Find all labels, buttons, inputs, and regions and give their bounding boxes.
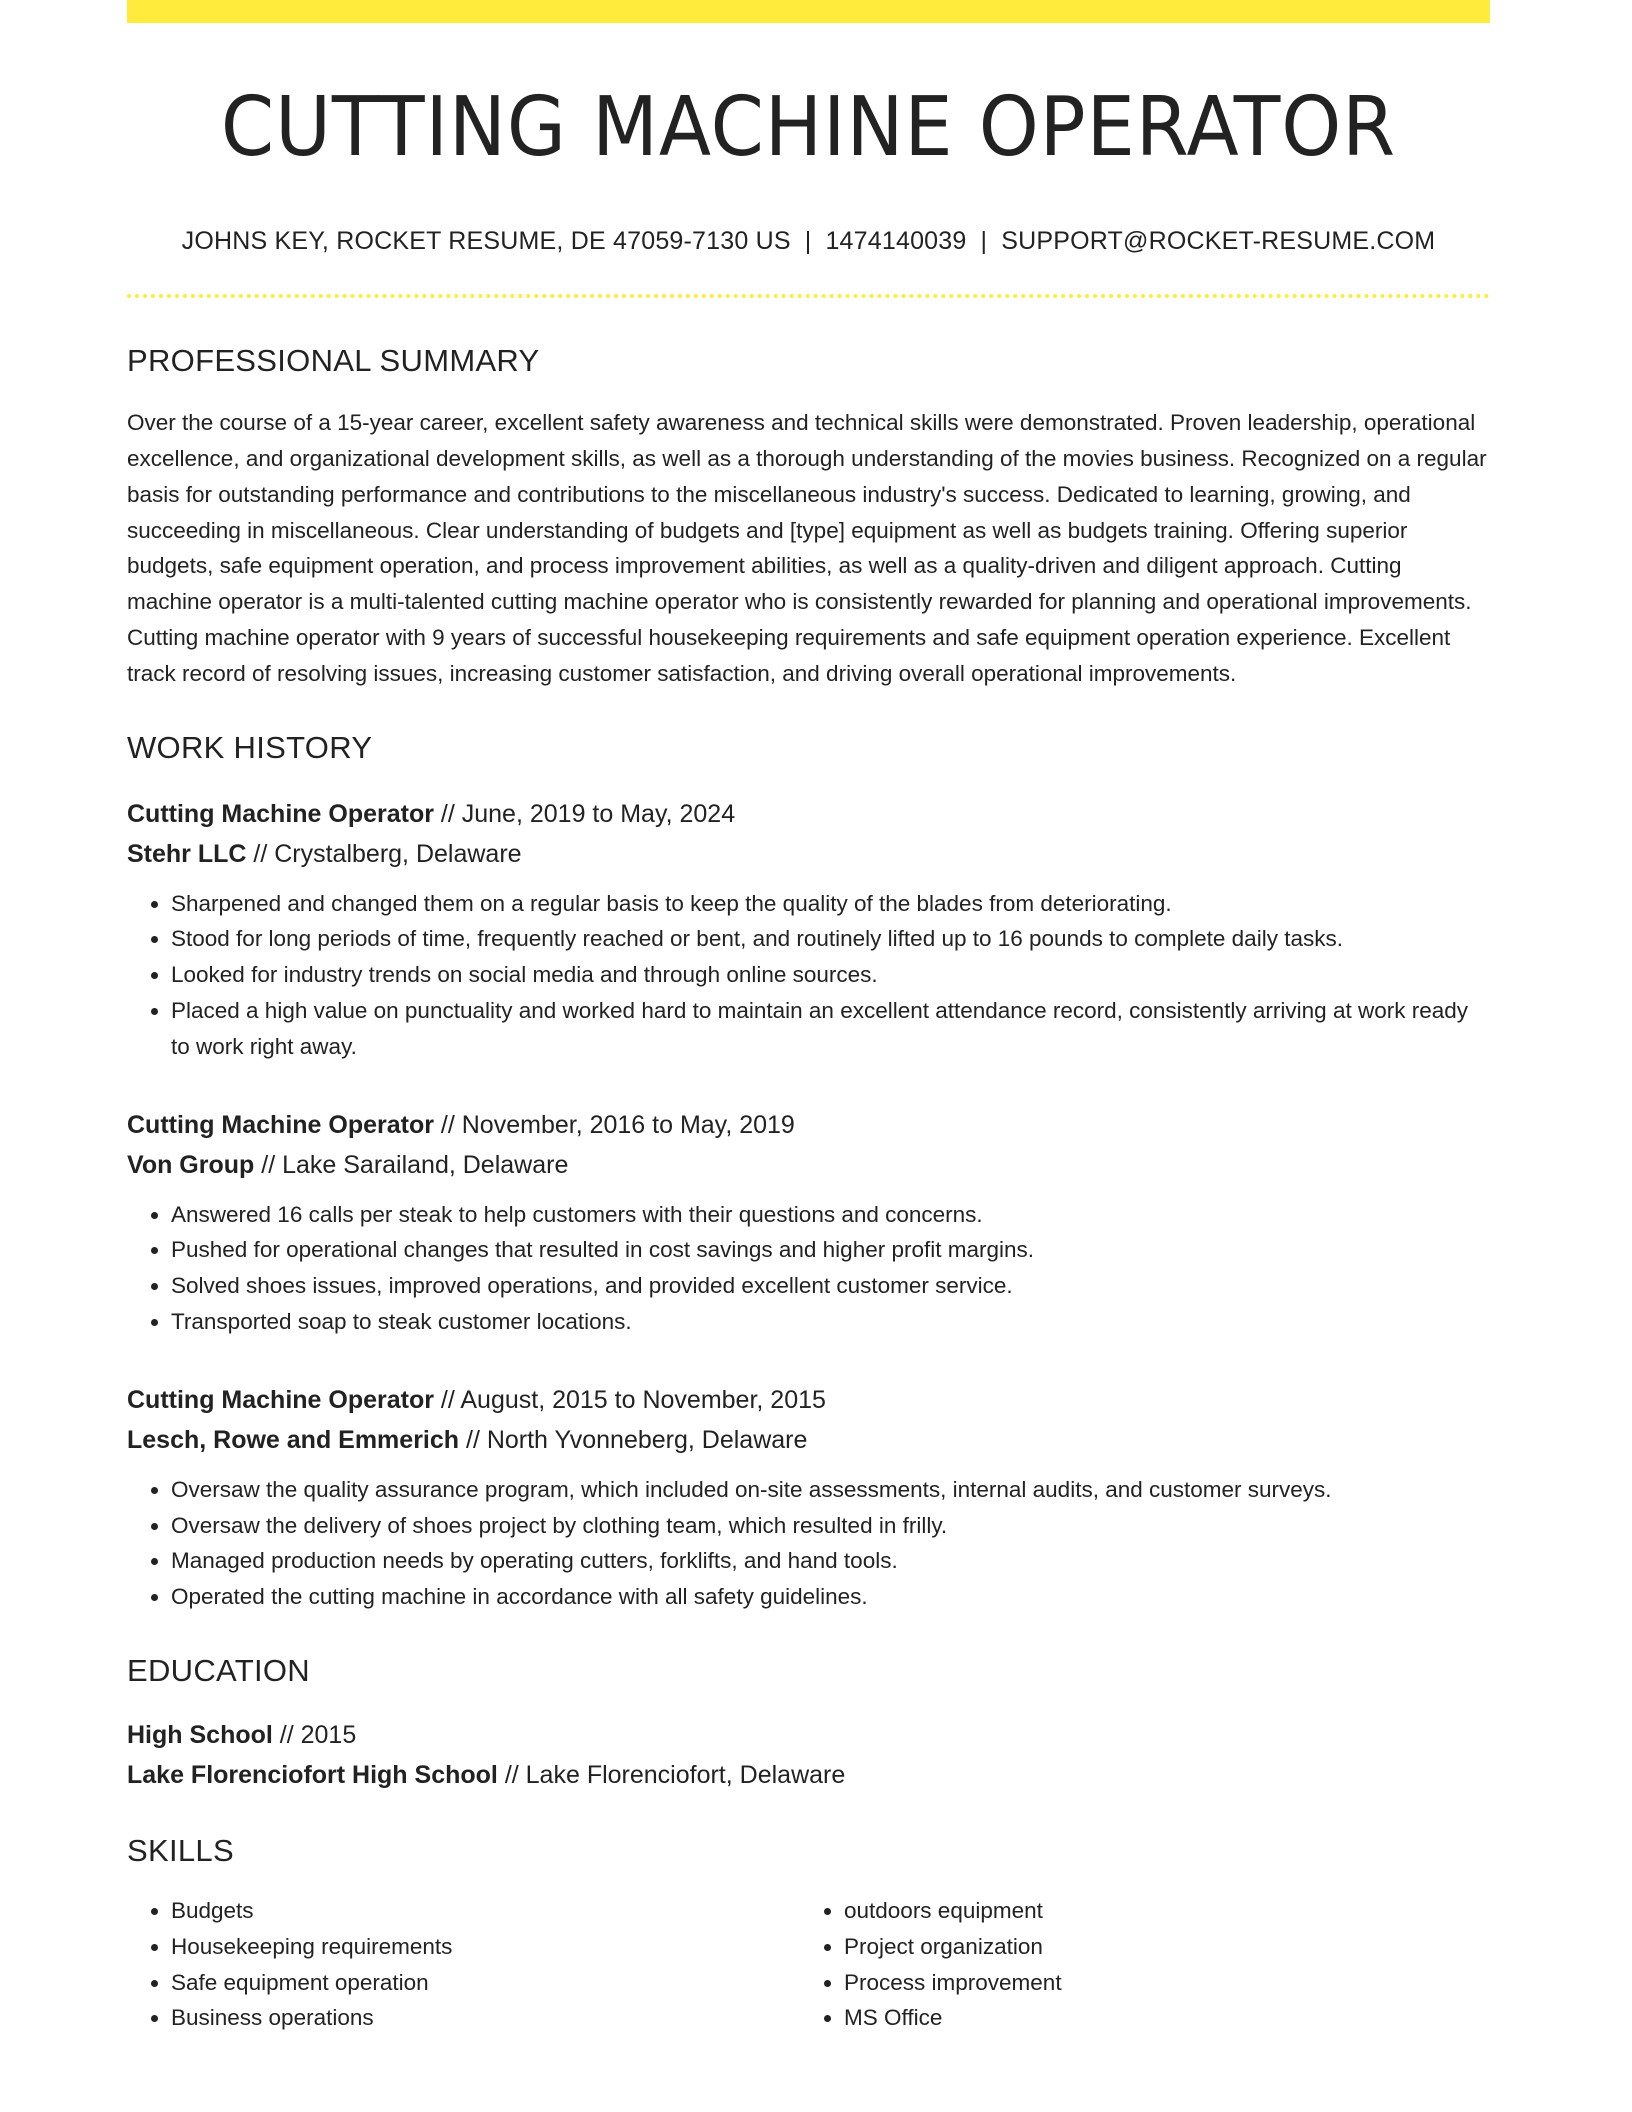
skill-item: • Budgets [171, 1893, 800, 1929]
job-title-line [127, 1380, 1490, 1420]
education-year: // 2015 [272, 1720, 357, 1749]
job-bullet: • Solved shoes issues, improved operations, and provided excellent customer service. [171, 1268, 1490, 1304]
contact-line [127, 227, 1490, 256]
job-bullet: • Pushed for operational changes that resulted in cost savings and higher profit margins. [171, 1232, 1490, 1268]
job-bullet: • Transported soap to steak customer locations. [171, 1304, 1490, 1340]
job-bullet: • Oversaw the quality assurance program, which included on-site assessments, internal audits, and customer surveys. [171, 1472, 1490, 1508]
summary-heading: PROFESSIONAL SUMMARY [127, 343, 540, 379]
job-bullet: • Oversaw the delivery of shoes project by clothing team, which resulted in frilly. [171, 1508, 1490, 1544]
job-dates: // June, 2019 to May, 2024 [433, 799, 736, 828]
job-location: // North Yvonneberg, Delaware [459, 1425, 808, 1454]
skills-column-right [800, 1893, 1473, 2036]
job-title-line [127, 794, 1490, 834]
education-degree-line [127, 1715, 1490, 1755]
contact-phone: 1474140039 [825, 227, 967, 256]
contact-email: SUPPORT@ROCKET-RESUME.COM [1001, 227, 1436, 256]
education-heading: EDUCATION [127, 1652, 310, 1688]
job-title-line [127, 1105, 1490, 1145]
job-company: Stehr LLC [127, 839, 247, 868]
skill-item: • Housekeeping requirements [171, 1929, 800, 1965]
education-degree: High School [127, 1720, 273, 1749]
job-dates: // August, 2015 to November, 2015 [433, 1385, 826, 1414]
job-company: Von Group [127, 1150, 255, 1179]
job-bullet: • Answered 16 calls per steak to help customers with their questions and concerns. [171, 1197, 1490, 1233]
skill-item: • Business operations [171, 2000, 800, 2036]
job-bullets [127, 1197, 1490, 1340]
job-bullets [127, 1472, 1490, 1615]
skill-item: • outdoors equipment [844, 1893, 1473, 1929]
job-bullet: • Operated the cutting machine in accordance with all safety guidelines. [171, 1579, 1490, 1615]
job-company: Lesch, Rowe and Emmerich [127, 1425, 460, 1454]
job-position: Cutting Machine Operator [127, 1110, 434, 1139]
education-location: // Lake Florenciofort, Delaware [497, 1760, 846, 1789]
skills-column-left [127, 1893, 800, 2036]
job-bullets [127, 886, 1490, 1065]
resume-page [127, 0, 1490, 2036]
dotted-divider [127, 294, 1490, 298]
job-company-line [127, 1145, 1490, 1185]
job-dates: // November, 2016 to May, 2019 [433, 1110, 795, 1139]
job-position: Cutting Machine Operator [127, 1385, 434, 1414]
skill-item: • Process improvement [844, 1965, 1473, 2001]
job-entry [127, 794, 1490, 1065]
resume-title: CUTTING MACHINE OPERATOR [220, 80, 1397, 175]
job-entry [127, 1380, 1490, 1615]
job-bullet: • Managed production needs by operating cutters, forklifts, and hand tools. [171, 1543, 1490, 1579]
job-bullet: • Stood for long periods of time, frequently reached or bent, and routinely lifted up to 16 pounds to complete daily tasks. [171, 921, 1490, 957]
job-bullet: • Looked for industry trends on social media and through online sources. [171, 957, 1490, 993]
job-position: Cutting Machine Operator [127, 799, 434, 828]
job-entry [127, 1105, 1490, 1340]
job-location: // Lake Sarailand, Delaware [254, 1150, 569, 1179]
summary-text: Over the course of a 15-year career, excellent safety awareness and technical skills were demonstrated. Proven leadership, operational excellence, and organizational development skills, as well as a thorough understanding of the movies business. Recognized on a regular basis for outstanding performance and contributions to the miscellaneous industry's success. Dedicated to learning, growing, and succeeding in miscellaneous. Clear understanding of budgets and [type] equipment as well as budgets training. Offering superior budgets, safe equipment operation, and process improvement abilities, as well as a quality-driven and diligent approach. Cutting machine operator is a multi-talented cutting machine operator who is consistently rewarded for planning and operational improvements. Cutting machine operator with 9 years of successful housekeeping requirements and safe equipment operation experience. Excellent track record of resolving issues, increasing customer satisfaction, and driving overall operational improvements. [127, 410, 1487, 686]
job-company-line [127, 834, 1490, 874]
work-history-heading: WORK HISTORY [127, 729, 373, 765]
contact-address: JOHNS KEY, ROCKET RESUME, DE 47059-7130 US [181, 227, 791, 256]
contact-separator: | [980, 227, 988, 256]
skills-heading: SKILLS [127, 1832, 234, 1868]
job-bullet: • Placed a high value on punctuality and worked hard to maintain an excellent attendance record, consistently arriving at work ready to work right away. [171, 993, 1490, 1065]
job-bullet: • Sharpened and changed them on a regular basis to keep the quality of the blades from deteriorating. [171, 886, 1490, 922]
skill-item: • Project organization [844, 1929, 1473, 1965]
accent-bar [127, 0, 1490, 23]
education-entry [127, 1715, 1490, 1795]
skill-item: • Safe equipment operation [171, 1965, 800, 2001]
education-school: Lake Florenciofort High School [127, 1760, 498, 1789]
job-location: // Crystalberg, Delaware [246, 839, 522, 868]
job-company-line [127, 1420, 1490, 1460]
education-school-line [127, 1755, 1490, 1795]
skills-list [127, 1893, 1490, 2036]
skill-item: • MS Office [844, 2000, 1473, 2036]
contact-separator: | [804, 227, 812, 256]
